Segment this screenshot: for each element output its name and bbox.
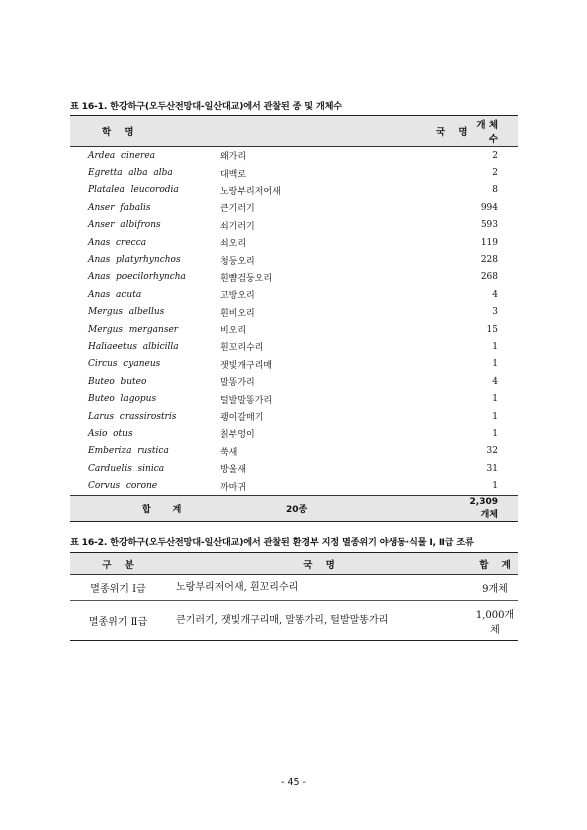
korean-name: 흰비오리: [219, 308, 255, 319]
table-row: [70, 601, 518, 641]
scientific-name: Corvus corone: [88, 481, 158, 492]
count: 4: [492, 376, 498, 387]
table-row: [70, 390, 518, 407]
table-row: [70, 408, 518, 425]
species-count-table: [70, 115, 518, 522]
korean-name: 비오리: [219, 326, 247, 337]
count: 1: [492, 428, 498, 439]
table-row: [70, 182, 518, 199]
scientific-name: Anser albifrons: [88, 220, 161, 231]
table-row: [70, 304, 518, 321]
header-scientific-name: 학 명: [70, 116, 220, 147]
scientific-name: Emberiza rustica: [88, 446, 169, 457]
table-row: [70, 373, 518, 390]
scientific-name: Anser fabalis: [88, 202, 151, 213]
scientific-name: Haliaeetus albicilla: [88, 341, 179, 352]
table-row: [70, 356, 518, 373]
scientific-name: Mergus merganser: [88, 324, 179, 335]
table-row: [70, 338, 518, 355]
korean-name: 칡부엉이: [219, 430, 255, 441]
scientific-name: Mergus albellus: [88, 307, 165, 318]
species-names: 큰기러기, 잿빛개구리매, 말똥가리, 털발말똥가리: [176, 614, 389, 626]
scientific-name: Carduelis sinica: [88, 463, 165, 474]
korean-name: 노랑부리저어새: [219, 186, 281, 197]
scientific-name: Buteo lagopus: [88, 394, 157, 405]
count: 2: [492, 168, 498, 179]
table-row: [70, 477, 518, 495]
table-row: [70, 425, 518, 442]
scientific-name: Anas platyrhynchos: [88, 255, 181, 266]
count: 994: [480, 202, 498, 213]
category: 멸종위기 Ⅰ급: [70, 575, 166, 601]
count: 268: [480, 272, 498, 283]
table-row: [70, 443, 518, 460]
table-row: [70, 269, 518, 286]
header-korean-name: 국 명: [220, 116, 469, 147]
korean-name: 털발말똥가리: [219, 395, 273, 406]
table1-header-row: [70, 116, 518, 147]
scientific-name: Anas acuta: [88, 289, 142, 300]
count: 3: [492, 307, 498, 318]
count: 593: [480, 220, 498, 231]
table-row: [70, 147, 518, 165]
table2-caption: 표 16-2. 한강하구(오두산전망대-일산대교)에서 관찰된 환경부 지정 멸종위기 야생동·식물 Ⅰ, Ⅱ급 조류: [70, 537, 474, 548]
korean-name: 흰꼬리수리: [219, 343, 264, 354]
scientific-name: Anas poecilorhyncha: [88, 272, 186, 283]
scientific-name: Asio otus: [88, 428, 133, 439]
total-count: 2,309개체: [469, 495, 518, 521]
header-category: 구 분: [70, 553, 166, 575]
total-label: 합 계: [70, 495, 220, 521]
count: 8: [492, 185, 498, 196]
table-row: [70, 460, 518, 477]
scientific-name: Egretta alba alba: [88, 168, 173, 179]
count: 15: [486, 324, 498, 335]
total: 1,000개체: [475, 609, 515, 636]
count: 119: [480, 237, 498, 248]
korean-name: 대백로: [219, 169, 247, 180]
header-korean-name: 국 명: [166, 553, 472, 575]
table-row: [70, 575, 518, 601]
korean-name: 고방오리: [219, 291, 255, 302]
table-row: [70, 199, 518, 216]
korean-name: 쇠오리: [219, 239, 247, 250]
total: 9개체: [472, 575, 518, 601]
table-row: [70, 217, 518, 234]
korean-name: 방울새: [219, 465, 247, 476]
table-row: [70, 286, 518, 303]
table-row: [70, 164, 518, 181]
header-total: 합 계: [472, 553, 518, 575]
page-number: - 45 -: [281, 777, 306, 788]
table-row: [70, 251, 518, 268]
korean-name: 괭이갈매기: [219, 413, 264, 424]
table2-header-row: [70, 553, 518, 575]
table1-total-row: [70, 495, 518, 521]
korean-name: 쑥새: [219, 447, 238, 458]
count: 2: [492, 150, 498, 161]
count: 228: [480, 255, 498, 266]
korean-name: 흰뺨검둥오리: [219, 273, 273, 284]
species-names: 노랑부리저어새, 흰꼬리수리: [166, 575, 472, 601]
total-species: 20종: [220, 495, 469, 521]
header-count: 개 체 수: [469, 116, 518, 147]
korean-name: 왜가리: [219, 152, 247, 163]
count: 32: [486, 446, 498, 457]
korean-name: 청둥오리: [219, 256, 255, 267]
korean-name: 큰기러기: [219, 204, 255, 215]
scientific-name: Buteo buteo: [88, 376, 147, 387]
count: 4: [492, 289, 498, 300]
korean-name: 쇠기러기: [219, 221, 255, 232]
count: 1: [492, 394, 498, 405]
count: 1: [492, 481, 498, 492]
scientific-name: Platalea leucorodia: [88, 185, 179, 196]
korean-name: 말똥가리: [219, 378, 255, 389]
korean-name: 까마귀: [219, 482, 247, 493]
count: 31: [486, 463, 498, 474]
scientific-name: Anas crecca: [88, 237, 147, 248]
count: 1: [492, 359, 498, 370]
endangered-species-table: [70, 552, 518, 641]
count: 1: [492, 411, 498, 422]
table-row: [70, 234, 518, 251]
count: 1: [492, 341, 498, 352]
category: 멸종위기 Ⅱ급: [88, 617, 148, 628]
table1-caption: 표 16-1. 한강하구(오두산전망대-일산대교)에서 관찰된 종 및 개체수: [70, 101, 342, 112]
scientific-name: Circus cyaneus: [88, 359, 161, 370]
scientific-name: Ardea cinerea: [88, 150, 156, 161]
korean-name: 잿빛개구리매: [219, 360, 273, 371]
table-row: [70, 321, 518, 338]
scientific-name: Larus crassirostris: [88, 411, 177, 422]
